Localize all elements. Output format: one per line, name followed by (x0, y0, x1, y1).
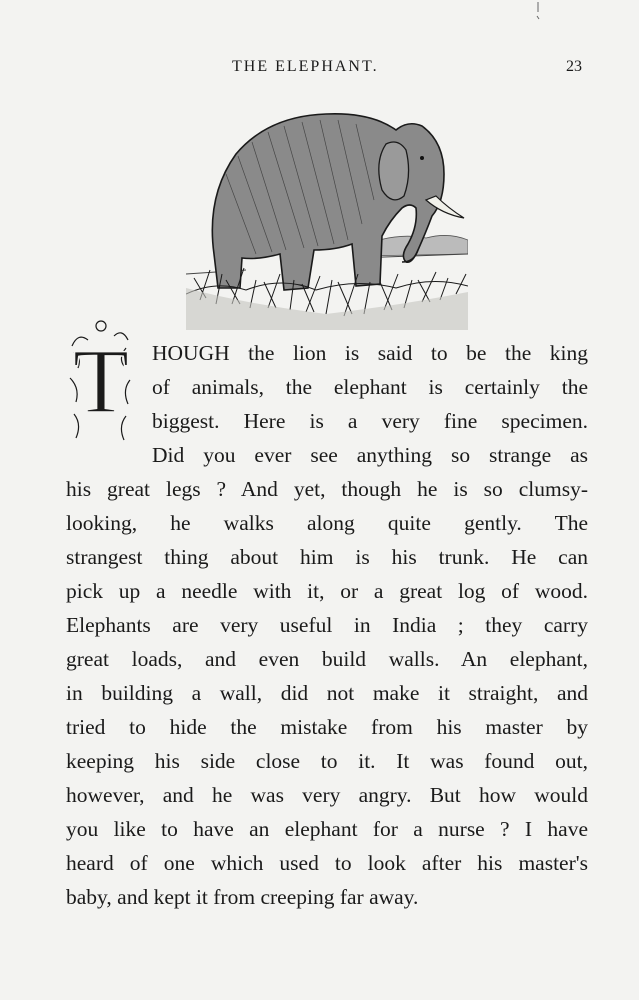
text-line: strangest thing about him is his trunk. He can (66, 545, 588, 569)
text-line: Did you ever see anything so strange as (152, 443, 588, 467)
elephant-illustration (186, 104, 468, 330)
text-line: keeping his side close to it. It was found out, (66, 749, 588, 773)
text-line: biggest. Here is a very fine specimen. (152, 409, 588, 433)
text-line: HOUGH the lion is said to be the king (152, 341, 588, 365)
text-line: you like to have an elephant for a nurse ? I have (66, 817, 588, 841)
page-number: 23 (566, 58, 582, 75)
text-line: his great legs ? And yet, though he is so clumsy- (66, 477, 588, 501)
drop-cap-letter: T (72, 330, 130, 432)
text-line: looking, he walks along quite gently. The (66, 511, 588, 535)
page-title: THE ELEPHANT. (232, 58, 379, 75)
body-text (66, 336, 588, 914)
text-line: tried to hide the mistake from his master by (66, 715, 588, 739)
text-line: baby, and kept it from creeping far away. (66, 885, 419, 909)
text-line: in building a wall, did not make it straight, and (66, 681, 588, 705)
ink-fleck (535, 0, 541, 22)
text-line: of animals, the elephant is certainly the (152, 375, 588, 399)
text-line: great loads, and even build walls. An elephant, (66, 647, 588, 671)
text-line: heard of one which used to look after his master's (66, 851, 588, 875)
text-line: pick up a needle with it, or a great log of wood. (66, 579, 588, 603)
running-head (0, 58, 639, 82)
text-line: however, and he was very angry. But how would (66, 783, 588, 807)
text-line: Elephants are very useful in India ; they carry (66, 613, 588, 637)
